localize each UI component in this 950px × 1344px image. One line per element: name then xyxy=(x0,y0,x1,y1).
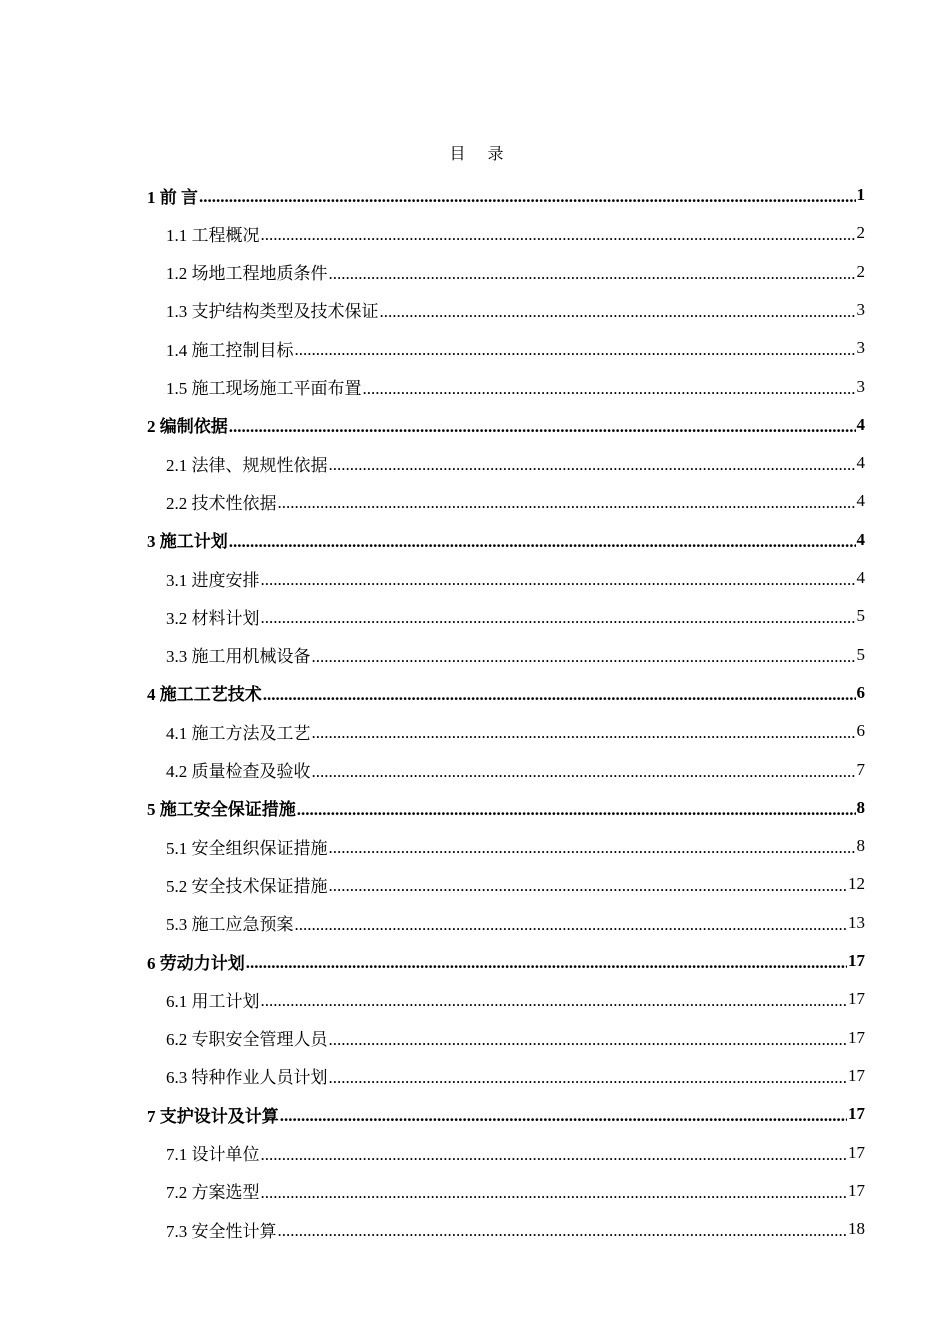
toc-entry-label: 1.2 场地工程地质条件 xyxy=(166,264,328,284)
toc-section-entry[interactable] xyxy=(166,1057,865,1095)
toc-entry-label: 3 施工计划 xyxy=(147,532,228,552)
toc-dot-leader xyxy=(295,340,856,360)
toc-page-number: 8 xyxy=(856,797,865,817)
toc-section-entry[interactable] xyxy=(166,559,865,597)
toc-entry-label: 4.1 施工方法及工艺 xyxy=(166,723,311,743)
toc-page-number: 2 xyxy=(856,223,865,243)
toc-page-number: 4 xyxy=(856,529,865,549)
toc-dot-leader xyxy=(312,647,856,667)
toc-entry-label: 1.5 施工现场施工平面布置 xyxy=(166,379,362,398)
toc-entry-label: 1.4 施工控制目标 xyxy=(166,340,294,360)
toc-section-entry[interactable] xyxy=(166,636,865,674)
toc-page-number: 3 xyxy=(856,376,865,396)
toc-section-entry[interactable] xyxy=(166,214,865,252)
toc-dot-leader xyxy=(380,302,856,322)
toc-chapter-entry[interactable] xyxy=(147,1095,865,1133)
toc-dot-leader xyxy=(329,1068,848,1088)
toc-dot-leader xyxy=(297,800,856,820)
toc-page-number: 4 xyxy=(856,491,865,511)
toc-page-number: 4 xyxy=(856,414,865,434)
toc-page-number: 4 xyxy=(856,568,865,587)
toc-dot-leader xyxy=(363,379,856,399)
toc-page-number: 17 xyxy=(848,989,865,1009)
toc-section-entry[interactable] xyxy=(166,482,865,520)
toc-entry-label: 4.2 质量检查及验收 xyxy=(166,762,311,781)
toc-section-entry[interactable] xyxy=(166,1172,865,1210)
toc-entry-label: 6 劳动力计划 xyxy=(147,953,245,973)
toc-section-entry[interactable] xyxy=(166,253,865,291)
toc-chapter-entry[interactable] xyxy=(147,406,865,444)
toc-entry-label: 7.2 方案选型 xyxy=(166,1183,260,1203)
toc-dot-leader xyxy=(246,953,847,973)
toc-page-number: 6 xyxy=(856,721,865,741)
toc-section-entry[interactable] xyxy=(166,1210,865,1248)
toc-page-number: 17 xyxy=(848,951,865,970)
toc-section-entry[interactable] xyxy=(166,904,865,942)
toc-chapter-entry[interactable] xyxy=(147,521,865,559)
toc-entry-label: 4 施工工艺技术 xyxy=(147,685,262,705)
toc-page-number: 8 xyxy=(856,836,865,856)
toc-dot-leader xyxy=(329,1030,848,1050)
toc-title: 目录 xyxy=(449,146,526,163)
toc-chapter-entry[interactable] xyxy=(147,942,865,980)
toc-entry-label: 1.1 工程概况 xyxy=(166,225,260,245)
toc-chapter-entry[interactable] xyxy=(147,674,865,712)
toc-page-number: 17 xyxy=(848,1104,865,1124)
toc-entry-label: 3.3 施工用机械设备 xyxy=(166,647,311,667)
toc-entry-label: 6.1 用工计划 xyxy=(166,991,260,1011)
toc-page-number: 17 xyxy=(848,1065,865,1085)
toc-entry-label: 7.1 设计单位 xyxy=(166,1145,260,1164)
toc-page-number: 7 xyxy=(856,759,865,779)
toc-entry-label: 2 编制依据 xyxy=(147,417,228,437)
toc-page-number: 5 xyxy=(856,644,865,664)
toc-dot-leader xyxy=(199,187,856,207)
toc-dot-leader xyxy=(280,1106,847,1126)
toc-dot-leader xyxy=(295,915,848,935)
toc-dot-leader xyxy=(312,723,856,743)
toc-page-number: 5 xyxy=(856,606,865,626)
toc-dot-leader xyxy=(329,264,856,284)
toc-entry-label: 5.3 施工应急预案 xyxy=(166,915,294,935)
toc-dot-leader xyxy=(312,762,856,782)
toc-section-entry[interactable] xyxy=(166,865,865,903)
toc-page-number: 3 xyxy=(856,338,865,358)
toc-entry-label: 5.1 安全组织保证措施 xyxy=(166,838,328,858)
toc-dot-leader xyxy=(261,1183,848,1203)
toc-section-entry[interactable] xyxy=(166,751,865,789)
toc-page-number: 17 xyxy=(848,1142,865,1162)
toc-page-number: 3 xyxy=(856,299,865,319)
toc-dot-leader xyxy=(261,225,856,245)
toc-dot-leader xyxy=(261,991,848,1011)
toc-dot-leader xyxy=(261,570,856,590)
toc-page-number: 17 xyxy=(848,1027,865,1047)
toc-chapter-entry[interactable] xyxy=(147,176,865,214)
toc-page-number: 1 xyxy=(856,185,865,204)
toc-entry-label: 7.3 安全性计算 xyxy=(166,1221,277,1241)
toc-dot-leader xyxy=(263,685,856,705)
toc-page-number: 2 xyxy=(856,261,865,281)
toc-dot-leader xyxy=(278,1221,848,1241)
toc-entry-label: 7 支护设计及计算 xyxy=(147,1106,279,1126)
toc-dot-leader xyxy=(329,838,856,858)
toc-page-number: 12 xyxy=(848,874,865,894)
toc-dot-leader xyxy=(329,455,856,475)
toc-section-entry[interactable] xyxy=(166,1019,865,1057)
toc-entry-label: 6.2 专职安全管理人员 xyxy=(166,1030,328,1050)
toc-section-entry[interactable] xyxy=(166,597,865,635)
toc-chapter-entry[interactable] xyxy=(147,789,865,827)
toc-section-entry[interactable] xyxy=(166,291,865,329)
toc-section-entry[interactable] xyxy=(166,329,865,367)
toc-entry-label: 2.2 技术性依据 xyxy=(166,493,277,513)
toc-entry-label: 1 前 言 xyxy=(147,187,198,207)
toc-page-number: 13 xyxy=(848,912,865,932)
toc-dot-leader xyxy=(278,493,856,513)
toc-dot-leader xyxy=(329,876,848,896)
toc-entry-label: 2.1 法律、规规性依据 xyxy=(166,455,328,475)
toc-section-entry[interactable] xyxy=(166,712,865,750)
toc-page-number: 17 xyxy=(848,1180,865,1200)
toc-page-number: 18 xyxy=(848,1219,865,1239)
toc-section-entry[interactable] xyxy=(166,827,865,865)
toc-page-number: 6 xyxy=(856,682,865,702)
toc-section-entry[interactable] xyxy=(166,980,865,1018)
toc-dot-leader xyxy=(229,417,856,437)
toc-dot-leader xyxy=(229,532,856,552)
toc-entry-label: 5 施工安全保证措施 xyxy=(147,800,296,820)
toc-section-entry[interactable] xyxy=(166,444,865,482)
toc-section-entry[interactable] xyxy=(166,368,865,406)
toc-dot-leader xyxy=(261,608,856,628)
toc-entry-label: 6.3 特种作业人员计划 xyxy=(166,1068,328,1088)
toc-entry-label: 3.1 进度安排 xyxy=(166,570,260,590)
toc-dot-leader xyxy=(261,1145,848,1165)
toc-entry-label: 5.2 安全技术保证措施 xyxy=(166,876,328,896)
toc-page-number: 4 xyxy=(856,453,865,473)
toc-entry-label: 1.3 支护结构类型及技术保证 xyxy=(166,302,379,322)
toc-section-entry[interactable] xyxy=(166,1134,865,1172)
toc-entry-label: 3.2 材料计划 xyxy=(166,608,260,628)
